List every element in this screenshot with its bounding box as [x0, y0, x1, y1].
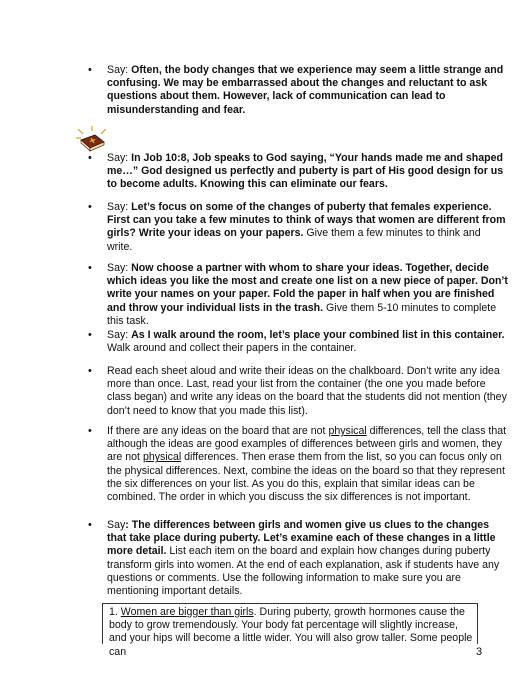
text-run: As I walk around the room, let’s place your combined list in this container.	[131, 329, 505, 341]
item-text	[107, 519, 508, 598]
bullet-marker: •	[88, 64, 92, 76]
text-run: Now choose a partner with whom to share your ideas. Together, decide which ideas you like the most and create one list on a new piece of paper. Don’t write your names on your paper. Fold the paper in half when you are finished and throw your individual lists in the trash.	[107, 262, 508, 314]
text-run: Walk around and collect their papers in the container.	[107, 342, 357, 355]
text-run: Say:	[107, 64, 132, 76]
bullet-marker: •	[88, 152, 92, 164]
bible-icon	[75, 126, 109, 152]
item-text	[107, 64, 508, 117]
item-text	[107, 329, 508, 355]
text-run: : The differences between girls and women give us clues to the changes that take place during puberty. Let’s examine each of these changes in a little more detail.	[107, 519, 496, 558]
text-run: In Job 10:8, Job speaks to God saying, “Your hands made me and shaped me…” God designed us perfectly and puberty is part of His good design for us to become adults. Knowing this can eliminate our fears.	[107, 152, 504, 191]
text-run: Women are bigger than girls	[120, 606, 254, 618]
text-run: physical	[142, 451, 182, 464]
text-run: Say:	[107, 329, 132, 341]
text-run: differences. Then erase them from the list, so you can focus only on the physical differences. Next, combine the ideas on the board so that they represent the six differences on your list. As you do this, explain that similar ideas can be combined. The order in which you discuss the six differences is not important.	[107, 451, 505, 504]
text-run: differences, tell the class that although the ideas are good examples of differences between girls and women, they are not	[107, 425, 507, 464]
item-text	[107, 425, 508, 504]
text-run: List each item on the board and explain how changes during puberty transform girls into women. At the end of each explanation, ask if students have any questions or comments. Use the following information to make sure you are mentioning important details.	[107, 545, 500, 598]
text-run: Read each sheet aloud and write their ideas on the chalkboard. Don’t write any idea more than once. Last, read your list from the container (the one you made before class began) and write any ideas on the board that the students did not mention (they don’t need to know that you made this list).	[107, 365, 507, 417]
bullet-marker: •	[88, 425, 92, 437]
bullet-marker: •	[88, 262, 92, 274]
item-text	[107, 365, 508, 418]
text-run: Give them a few minutes to think and write.	[107, 227, 481, 253]
info-box	[102, 603, 478, 658]
bullet-marker: •	[88, 201, 92, 213]
item-text	[107, 262, 508, 328]
text-run: Often, the body changes that we experience may seem a little strange and confusing. We may be embarrassed about the changes and reluctant to ask questions about them. However, lack of communication can lead to misunderstanding and fear.	[107, 64, 504, 116]
text-run: If there are any ideas on the board that are not	[107, 425, 329, 437]
text-run: Say	[107, 519, 126, 531]
bullet-marker: •	[88, 365, 92, 377]
text-run: physical	[328, 425, 367, 437]
bullet-marker: •	[88, 329, 92, 341]
text-run: Say:	[107, 201, 132, 213]
text-run: Say:	[107, 262, 132, 274]
text-run: Let’s focus on some of the changes of puberty that females experience. First can you take a few minutes to think of ways that women are different from girls? Write your ideas on your papers.	[107, 201, 506, 240]
bullet-marker: •	[88, 519, 92, 531]
text-run: Say:	[107, 152, 132, 164]
item-text	[107, 152, 508, 192]
item-text	[107, 201, 508, 254]
info-box-text	[109, 606, 473, 659]
text-run: Give them 5-10 minutes to complete this task.	[107, 301, 497, 327]
text-run: 1.	[109, 606, 121, 618]
text-run: . During puberty, growth hormones cause the body to grow tremendously. Your body fat percentage will slightly increase, and your hips will become a little wider. You will also grow taller. Some people can	[109, 606, 473, 658]
page-number: 3	[476, 646, 483, 658]
